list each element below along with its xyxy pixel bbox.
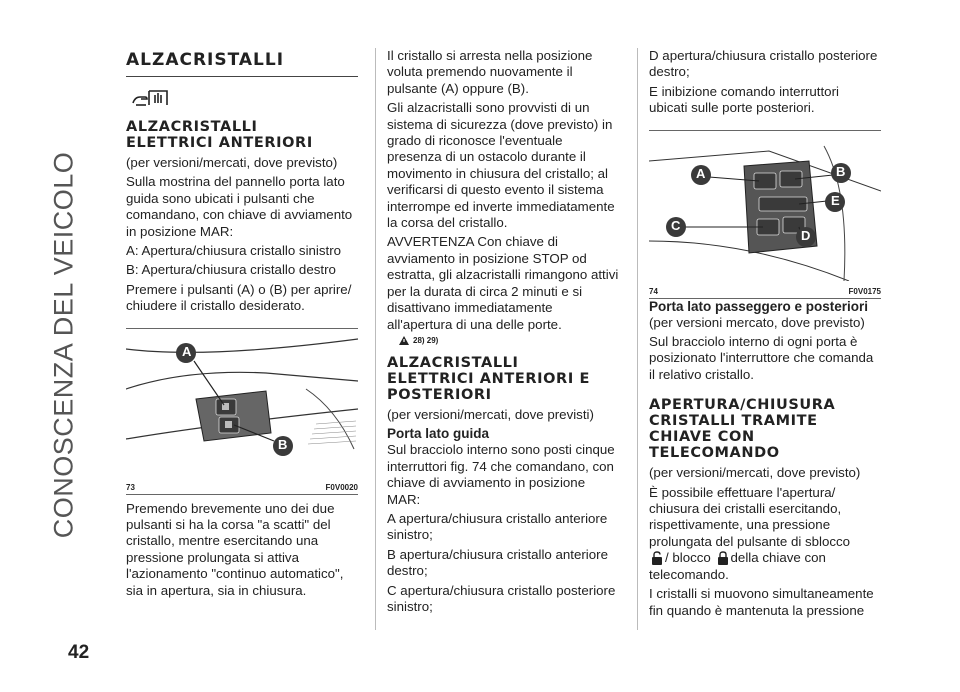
section-heading: ALZACRISTALLI ELETTRICI ANTERIORI [126, 119, 313, 151]
door-panel-illustration [126, 329, 358, 477]
column-1 [126, 48, 358, 602]
paragraph: I cristalli si muovono simultaneamente fin quando è mantenuta la pressione [649, 586, 874, 618]
paragraph: A apertura/chiusura cristallo anteriore sinistro; [387, 510, 608, 543]
figure-number: 73 [126, 482, 135, 492]
figure-code: F0V0175 [848, 286, 881, 296]
paragraph: (per versioni/mercati, dove previsti) [387, 406, 594, 422]
subheading: Porta lato guida [387, 426, 490, 442]
armrest-illustration [649, 131, 881, 281]
paragraph: D apertura/chiusura cristallo posteriore destro; [649, 48, 878, 80]
column-2 [387, 48, 619, 618]
paragraph: (per versioni mercato, dove previsto) [649, 314, 865, 330]
paragraph: B apertura/chiusura cristallo anteriore destro; [387, 546, 608, 579]
paragraph: (per versioni/mercati, dove previsto) [649, 465, 861, 481]
lock-icon [717, 551, 729, 565]
paragraph: C apertura/chiusura cristallo posteriore sinistro; [387, 582, 616, 614]
column-divider [637, 48, 638, 630]
window-lift-icon [130, 87, 358, 109]
paragraph: È possibile effettuare l'apertura/ chiusura dei cristalli esercitando, rispettivamente, una pressione prolungata del pulsante di sblocco / blocco della chiave con telecomando. [649, 484, 851, 582]
figure-number: 74 [649, 286, 658, 296]
callout-c: C [671, 217, 681, 233]
section-heading: APERTURA/CHIUSURA CRISTALLI TRAMITE CHIAVE CON TELECOMANDO [649, 397, 836, 462]
callout-a: A [182, 343, 192, 359]
subheading: Porta lato passeggero e posteriori [649, 298, 869, 314]
paragraph: Premere i pulsanti (A) o (B) per aprire/ chiudere il cristallo desiderato. [126, 281, 352, 314]
page-number: 42 [68, 642, 90, 663]
figure-74-driver-armrest-switches [649, 130, 881, 299]
paragraph: Gli alzacristalli sono provvisti di un sistema di sicurezza (dove previsto) in grado di riconosce l'eventuale presenza di un ostacolo durante il movimento in chiusura del cristallo; al verificarsi di questo evento il sistema interrompe ed inverte immediatamente la corsa del cristallo. [387, 100, 615, 231]
paragraph: Premendo brevemente uno dei due pulsanti si ha la corsa "a scatti" del cristallo, mentre esercitando una pressione prolungata si attiva l'azionamento "continuo automatico", sia in apertura, sia in chiusura. [126, 500, 344, 598]
paragraph: E inibizione comando interruttori ubicati sulle porte posteriori. [649, 83, 839, 116]
title-rule [126, 76, 358, 77]
callout-e: E [831, 192, 840, 208]
paragraph: AVVERTENZA Con chiave di avviamento in posizione STOP od estratta, gli alzacristalli rimangono attivi per la durata di circa 2 minuti e si disattivano immediatamente all'apertura di una delle porte. [387, 234, 619, 332]
unlock-icon [651, 551, 663, 565]
callout-a: A [696, 165, 706, 181]
chapter-title: ALZACRISTALLI [126, 50, 285, 70]
paragraph: B: Apertura/chiusura cristallo destro [126, 262, 336, 278]
paragraph: Il cristallo si arresta nella posizione voluta premendo nuovamente il pulsante (A) oppure (B). [387, 48, 593, 96]
figure-caption [649, 286, 881, 298]
column-3 [649, 48, 881, 622]
paragraph: Sul bracciolo interno di ogni porta è posizionato l'interruttore che comanda il relativo cristallo. [649, 334, 874, 382]
paragraph: Sul bracciolo interno sono posti cinque interruttori fig. 74 che comandano, con chiave di avviamento in posizione MAR: [387, 442, 615, 507]
callout-d: D [801, 227, 811, 243]
callout-b: B [278, 436, 288, 452]
callout-b: B [836, 163, 846, 179]
warning-triangle-icon [399, 336, 409, 345]
figure-code: F0V0020 [325, 482, 358, 492]
column-divider [375, 48, 376, 630]
warning-references: 28) 29) [399, 336, 619, 345]
figure-caption [126, 482, 358, 494]
figure-73-front-window-switches [126, 328, 358, 495]
paragraph: A: Apertura/chiusura cristallo sinistro [126, 243, 342, 259]
paragraph: Sulla mostrina del pannello porta lato guida sono ubicati i pulsanti che comandano, con chiave di avviamento in posizione MAR: [126, 174, 353, 239]
section-side-title: CONOSCENZA DEL VEICOLO [48, 151, 79, 539]
paragraph: (per versioni/mercati, dove previsto) [126, 155, 338, 170]
section-heading: ALZACRISTALLI ELETTRICI ANTERIORI E POSTERIORI [387, 354, 590, 403]
